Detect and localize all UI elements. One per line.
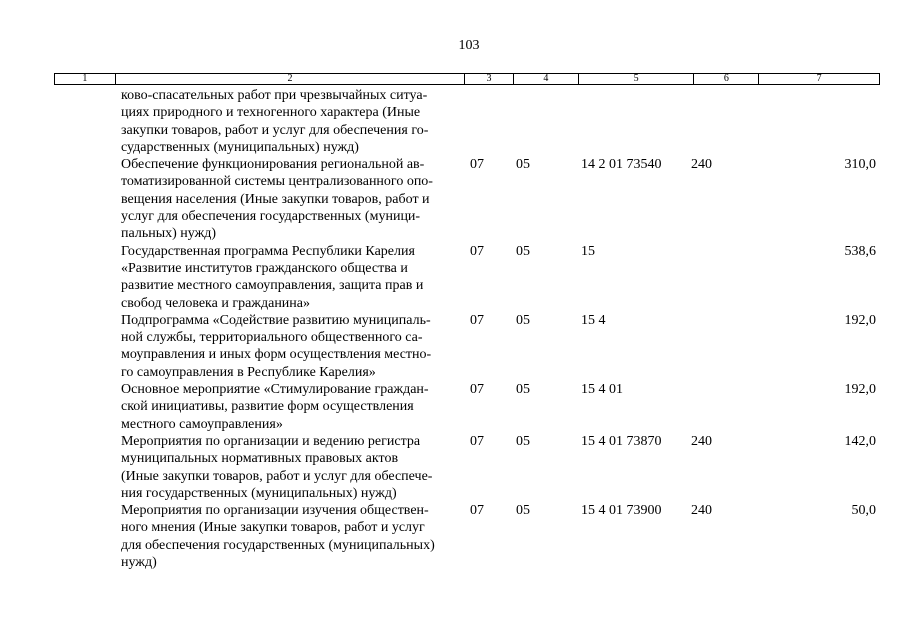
row-sum: 192,0 <box>844 382 876 398</box>
row-name-line: услуг для обеспечения государственных (муници- <box>121 209 421 225</box>
row-name-line: ской инициативы, развитие форм осуществления <box>121 399 414 415</box>
row-name-line: закупки товаров, работ и услуг для обеспечения го- <box>121 122 429 138</box>
row-section: 07 <box>470 503 484 519</box>
row-target-article: 15 4 <box>581 312 606 328</box>
row-name <box>121 502 466 571</box>
row-subsection: 05 <box>516 503 530 519</box>
row-expense-type: 240 <box>691 433 712 449</box>
row-name-line: Подпрограмма «Содействие развитию муниципаль- <box>121 312 431 328</box>
row-name <box>121 433 466 502</box>
row-sum: 310,0 <box>844 157 876 173</box>
row-name-line: ково-спасательных работ при чрезвычайных ситуа- <box>121 88 428 103</box>
row-expense-type: 240 <box>691 503 712 519</box>
row-name-line: (Иные закупки товаров, работ и услуг для обеспече- <box>121 468 433 484</box>
row-name-line: моуправления и иных форм осуществления местно- <box>121 347 432 363</box>
row-name-line: Государственная программа Республики Карелия <box>121 243 415 259</box>
row-name-line: Основное мероприятие «Стимулирование граждан- <box>121 382 429 398</box>
row-subsection: 05 <box>516 382 530 398</box>
table-body <box>0 87 905 571</box>
table-row <box>0 243 905 312</box>
row-name-line: для обеспечения государственных (муниципальных) <box>121 537 435 553</box>
table-row <box>0 312 905 381</box>
row-name <box>121 312 466 381</box>
header-col-3: 3 <box>465 74 514 84</box>
row-name-line: вещения населения (Иные закупки товаров, работ и <box>121 191 430 207</box>
row-name <box>121 381 466 433</box>
row-name <box>121 156 466 242</box>
row-name-line: ной службы, территориального общественного са- <box>121 330 423 346</box>
row-section: 07 <box>470 433 484 449</box>
row-section: 07 <box>470 312 484 328</box>
row-section: 07 <box>470 157 484 173</box>
row-name-line: «Развитие институтов гражданского общества и <box>121 260 408 276</box>
row-name-line: нужд) <box>121 555 157 571</box>
row-name-line: Обеспечение функционирования региональной ав- <box>121 157 425 173</box>
row-name-line: ния государственных (муниципальных) нужд) <box>121 485 397 501</box>
row-name-line: ного мнения (Иные закупки товаров, работ и услуг <box>121 520 425 536</box>
table-row <box>0 502 905 571</box>
row-name-line: го самоуправления в Республике Карелия» <box>121 364 376 380</box>
header-col-6: 6 <box>694 74 759 84</box>
row-subsection: 05 <box>516 433 530 449</box>
table-row <box>0 381 905 433</box>
table-row <box>0 87 905 156</box>
table-header <box>54 73 880 85</box>
row-name-line: сударственных (муниципальных) нужд) <box>121 139 359 155</box>
header-col-1: 1 <box>55 74 116 84</box>
row-target-article: 15 4 01 <box>581 382 623 398</box>
table-row <box>0 433 905 502</box>
row-sum: 50,0 <box>851 503 876 519</box>
header-col-5: 5 <box>579 74 695 84</box>
row-subsection: 05 <box>516 243 530 259</box>
row-subsection: 05 <box>516 157 530 173</box>
row-name-line: местного самоуправления» <box>121 416 283 432</box>
table-row <box>0 156 905 242</box>
row-subsection: 05 <box>516 312 530 328</box>
row-name-line: томатизированной системы централизованного опо- <box>121 174 433 190</box>
row-name-line: Мероприятия по организации и ведению регистра <box>121 433 421 449</box>
header-col-7: 7 <box>816 73 822 84</box>
row-name-line: циях природного и техногенного характера (Иные <box>121 105 421 121</box>
row-sum: 192,0 <box>844 312 876 328</box>
row-name-line: муниципальных нормативных правовых актов <box>121 451 399 467</box>
row-sum: 538,6 <box>844 243 876 259</box>
row-section: 07 <box>470 243 484 259</box>
row-name <box>121 87 466 156</box>
row-target-article: 15 <box>581 243 595 259</box>
row-name <box>121 243 466 312</box>
header-col-4: 4 <box>514 74 579 84</box>
row-name-line: развитие местного самоуправления, защита прав и <box>121 278 424 294</box>
row-target-article: 15 4 01 73870 <box>581 433 662 449</box>
row-target-article: 15 4 01 73900 <box>581 503 662 519</box>
page-number: 103 <box>458 38 480 53</box>
header-col-2: 2 <box>116 74 465 84</box>
row-name-line: Мероприятия по организации изучения обществен- <box>121 503 429 519</box>
row-target-article: 14 2 01 73540 <box>581 157 662 173</box>
row-name-line: свобод человека и гражданина» <box>121 295 311 311</box>
row-sum: 142,0 <box>844 433 876 449</box>
row-expense-type: 240 <box>691 157 712 173</box>
row-section: 07 <box>470 382 484 398</box>
row-name-line: пальных) нужд) <box>121 226 217 242</box>
